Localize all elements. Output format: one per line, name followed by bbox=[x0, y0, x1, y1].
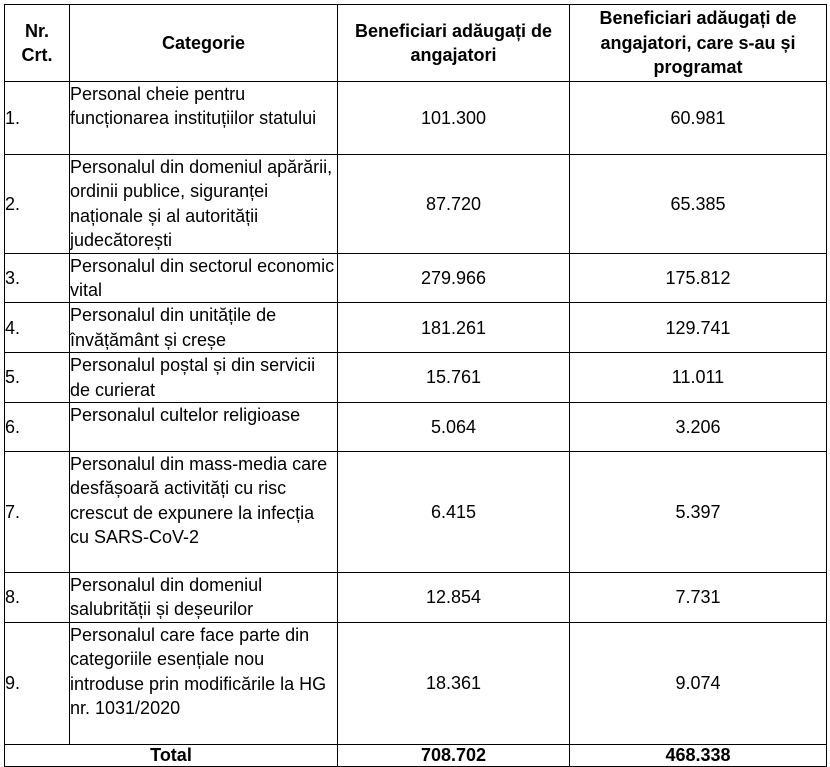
row-added: 15.761 bbox=[338, 353, 570, 403]
row-added: 6.415 bbox=[338, 452, 570, 573]
row-category: Personalul cultelor religioase bbox=[70, 403, 338, 452]
table-row bbox=[5, 353, 827, 403]
row-nr: 3. bbox=[5, 253, 70, 303]
table-row bbox=[5, 573, 827, 623]
row-added: 5.064 bbox=[338, 403, 570, 452]
total-row bbox=[5, 744, 827, 766]
beneficiaries-table bbox=[4, 4, 827, 767]
row-added: 181.261 bbox=[338, 303, 570, 353]
row-scheduled: 129.741 bbox=[570, 303, 827, 353]
row-added: 18.361 bbox=[338, 622, 570, 744]
row-scheduled: 60.981 bbox=[570, 82, 827, 155]
row-scheduled: 65.385 bbox=[570, 155, 827, 254]
header-scheduled: Beneficiari adăugați de angajatori, care s-au și programat bbox=[570, 5, 827, 82]
total-label: Total bbox=[5, 744, 338, 766]
table-row bbox=[5, 82, 827, 155]
row-added: 279.966 bbox=[338, 253, 570, 303]
row-category: Personal cheie pentru funcționarea instituțiilor statului bbox=[70, 82, 338, 155]
row-nr: 1. bbox=[5, 82, 70, 155]
row-category: Personalul din domeniul apărării, ordinii publice, siguranței naționale și al autorității judecătorești bbox=[70, 155, 338, 254]
row-nr: 4. bbox=[5, 303, 70, 353]
header-row bbox=[5, 5, 827, 82]
row-nr: 8. bbox=[5, 573, 70, 623]
row-added: 12.854 bbox=[338, 573, 570, 623]
row-category: Personalul din sectorul economic vital bbox=[70, 253, 338, 303]
row-nr: 5. bbox=[5, 353, 70, 403]
total-added: 708.702 bbox=[338, 744, 570, 766]
row-scheduled: 7.731 bbox=[570, 573, 827, 623]
row-category: Personalul din mass-media care desfășoară activități cu risc crescut de expunere la infecția cu SARS-CoV-2 bbox=[70, 452, 338, 573]
row-nr: 6. bbox=[5, 403, 70, 452]
header-category: Categorie bbox=[70, 5, 338, 82]
row-scheduled: 5.397 bbox=[570, 452, 827, 573]
row-category: Personalul din domeniul salubrității și deșeurilor bbox=[70, 573, 338, 623]
row-added: 87.720 bbox=[338, 155, 570, 254]
header-nr: Nr. Crt. bbox=[5, 5, 70, 82]
row-scheduled: 3.206 bbox=[570, 403, 827, 452]
row-added: 101.300 bbox=[338, 82, 570, 155]
table-row bbox=[5, 403, 827, 452]
table-row bbox=[5, 155, 827, 254]
row-scheduled: 9.074 bbox=[570, 622, 827, 744]
table-row bbox=[5, 303, 827, 353]
row-scheduled: 11.011 bbox=[570, 353, 827, 403]
row-scheduled: 175.812 bbox=[570, 253, 827, 303]
total-scheduled: 468.338 bbox=[570, 744, 827, 766]
row-category: Personalul care face parte din categoriile esențiale nou introduse prin modificările la HG nr. 1031/2020 bbox=[70, 622, 338, 744]
table-row bbox=[5, 253, 827, 303]
row-nr: 9. bbox=[5, 622, 70, 744]
row-category: Personalul poștal și din servicii de curierat bbox=[70, 353, 338, 403]
row-category: Personalul din unitățile de învățământ și creșe bbox=[70, 303, 338, 353]
row-nr: 7. bbox=[5, 452, 70, 573]
table-row bbox=[5, 622, 827, 744]
table-row bbox=[5, 452, 827, 573]
header-added: Beneficiari adăugați de angajatori bbox=[338, 5, 570, 82]
row-nr: 2. bbox=[5, 155, 70, 254]
